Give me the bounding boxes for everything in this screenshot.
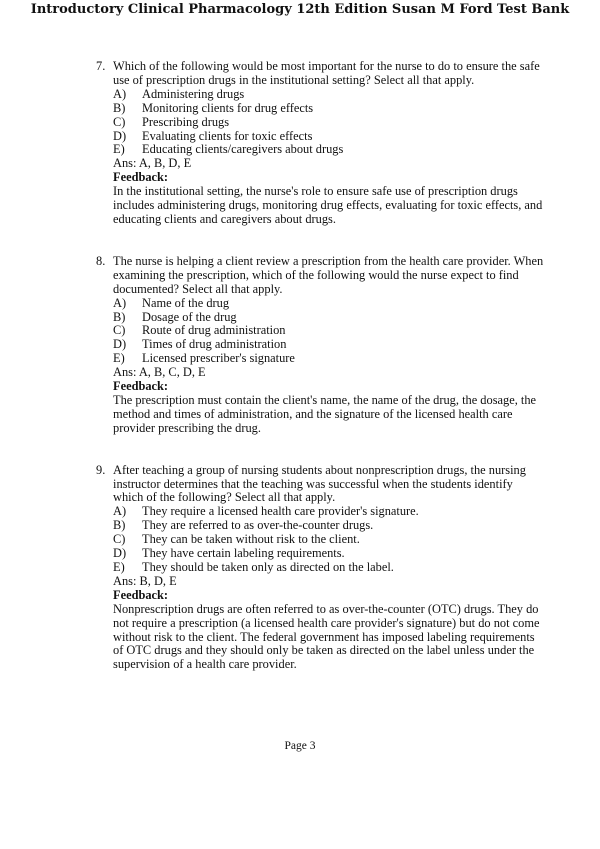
option-letter: A) <box>113 295 127 310</box>
option-text: They can be taken without risk to the client. <box>142 532 360 547</box>
option-letter: E) <box>113 142 125 157</box>
option-text: Times of drug administration <box>142 337 287 352</box>
option-letter: C) <box>113 532 126 547</box>
option-text: Route of drug administration <box>142 323 286 338</box>
option-b <box>113 311 546 325</box>
option-text: Administering drugs <box>142 86 245 101</box>
feedback-label: Feedback: <box>113 379 169 394</box>
option-letter: A) <box>113 86 127 101</box>
option-d <box>113 547 546 561</box>
option-text: Prescribing drugs <box>142 114 230 129</box>
question-8 <box>96 255 546 436</box>
option-e <box>113 352 546 366</box>
option-b <box>113 519 546 533</box>
option-d <box>113 338 546 352</box>
option-c <box>113 116 546 130</box>
option-letter: C) <box>113 114 126 129</box>
feedback-label: Feedback: <box>113 170 169 185</box>
option-letter: B) <box>113 100 126 115</box>
question-list <box>96 60 546 700</box>
option-text: They should be taken only as directed on the label. <box>142 560 394 574</box>
question-stem: After teaching a group of nursing students about nonprescription drugs, the nursing instructor determines that the teaching was successful when the students identify which of the following? Select all that apply. <box>113 462 526 505</box>
feedback-label: Feedback: <box>113 587 169 602</box>
option-text: They require a licensed health care provider's signature. <box>142 504 419 519</box>
option-letter: D) <box>113 337 127 352</box>
question-number: 9. <box>96 462 106 477</box>
option-e <box>113 561 546 575</box>
option-a <box>113 297 546 311</box>
option-text: Evaluating clients for toxic effects <box>142 128 313 143</box>
feedback-text: The prescription must contain the client's name, the name of the drug, the dosage, the method and times of administration, and the signature of the licensed health care provider prescribing the drug. <box>113 392 537 435</box>
option-text: They are referred to as over-the-counter drugs. <box>142 518 374 533</box>
answer-key: Ans: B, D, E <box>113 573 177 588</box>
option-text: They have certain labeling requirements. <box>142 546 345 561</box>
question-stem: Which of the following would be most important for the nurse to do to ensure the safe use of prescription drugs in the institutional setting? Select all that apply. <box>113 59 540 87</box>
option-letter: B) <box>113 309 126 324</box>
page-header-title: Introductory Clinical Pharmacology 12th Edition Susan M Ford Test Bank <box>30 2 570 17</box>
option-d <box>113 130 546 144</box>
option-c <box>113 324 546 338</box>
option-text: Monitoring clients for drug effects <box>142 100 314 115</box>
option-letter: D) <box>113 546 127 561</box>
page-number: Page 3 <box>284 740 316 752</box>
option-letter: E) <box>113 560 125 574</box>
option-c <box>113 533 546 547</box>
option-text: Educating clients/caregivers about drugs <box>142 142 344 157</box>
question-9 <box>96 464 546 673</box>
option-letter: D) <box>113 128 127 143</box>
option-b <box>113 102 546 116</box>
option-text: Name of the drug <box>142 295 230 310</box>
answer-key: Ans: A, B, C, D, E <box>113 365 206 380</box>
answer-key: Ans: A, B, D, E <box>113 156 192 171</box>
question-number: 8. <box>96 253 106 268</box>
option-a <box>113 505 546 519</box>
option-letter: A) <box>113 504 127 519</box>
option-text: Licensed prescriber's signature <box>142 351 295 366</box>
option-text: Dosage of the drug <box>142 309 237 324</box>
question-number: 7. <box>96 59 106 73</box>
option-a <box>113 88 546 102</box>
feedback-text: Nonprescription drugs are often referred to as over-the-counter (OTC) drugs. They do not require a prescription (a licensed health care provider's signature) but do not come without risk to the client. The federal government has imposed labeling requirements of OTC drugs and they should only be taken as directed on the label unless under the supervision of a health care provider. <box>113 601 540 672</box>
option-letter: E) <box>113 351 125 366</box>
question-stem: The nurse is helping a client review a prescription from the health care provider. When examining the prescription, which of the following would the nurse expect to find documented? Select all that apply. <box>113 253 544 296</box>
question-7 <box>96 60 546 227</box>
feedback-text: In the institutional setting, the nurse's role to ensure safe use of prescription drugs includes administering drugs, monitoring drug effects, evaluating for toxic effects, and educating clients and caregivers about drugs. <box>113 184 543 226</box>
option-letter: B) <box>113 518 126 533</box>
option-letter: C) <box>113 323 126 338</box>
option-e <box>113 143 546 157</box>
